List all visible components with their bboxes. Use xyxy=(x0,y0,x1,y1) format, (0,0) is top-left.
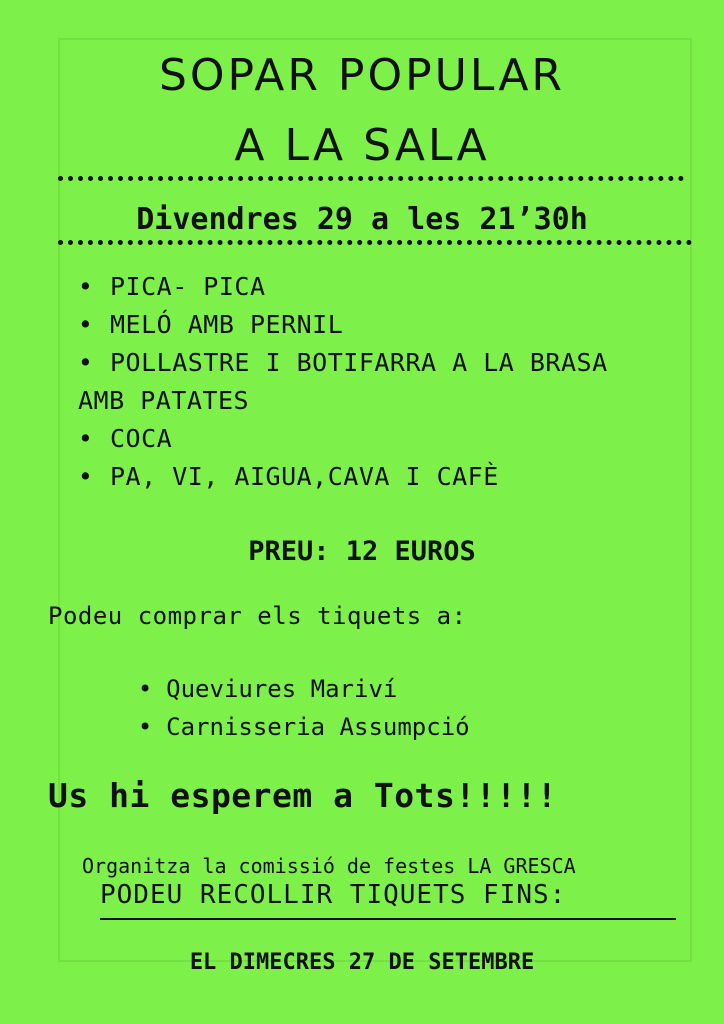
menu-item-continuation: AMB PATATES xyxy=(78,386,250,415)
price-label: PREU: 12 EUROS xyxy=(248,536,476,567)
dotted-divider-bottom xyxy=(58,240,692,245)
menu-item: • MELÓ AMB PERNIL xyxy=(78,306,608,344)
buy-intro: Podeu comprar els tiquets a: xyxy=(48,602,467,630)
organizer-note: Organitza la comissió de festes LA GRESCA xyxy=(82,854,576,878)
menu-item: • PICA- PICA xyxy=(78,268,608,306)
ticket-collection-note: PODEU RECOLLIR TIQUETS FINS: xyxy=(100,880,567,910)
collection-underline xyxy=(100,918,676,920)
title-line-1: SOPAR POPULAR xyxy=(158,50,566,101)
event-date: Divendres 29 a les 21’30h xyxy=(136,202,588,237)
bullet-icon: • xyxy=(78,348,94,377)
menu-item: • PA, VI, AIGUA,CAVA I CAFÈ xyxy=(78,458,608,496)
menu-list xyxy=(78,268,608,496)
bullet-icon: • xyxy=(78,272,94,301)
shop-list xyxy=(138,670,470,746)
menu-item: • COCA xyxy=(78,420,608,458)
welcome-message: Us hi esperem a Tots!!!!! xyxy=(48,776,558,815)
bullet-icon: • xyxy=(78,424,94,453)
bullet-icon: • xyxy=(138,675,153,703)
bullet-icon: • xyxy=(78,310,94,339)
title-line-2: A LA SALA xyxy=(234,120,490,171)
menu-item: • POLLASTRE I BOTIFARRA A LA BRASA AMB PATATES xyxy=(78,344,608,420)
dotted-divider-top xyxy=(58,176,684,181)
bullet-icon: • xyxy=(78,462,94,491)
shop-item: • Carnisseria Assumpció xyxy=(138,713,470,741)
deadline-date: EL DIMECRES 27 DE SETEMBRE xyxy=(189,950,535,975)
shop-item: • Queviures Mariví xyxy=(138,675,398,703)
bullet-icon: • xyxy=(138,713,153,741)
